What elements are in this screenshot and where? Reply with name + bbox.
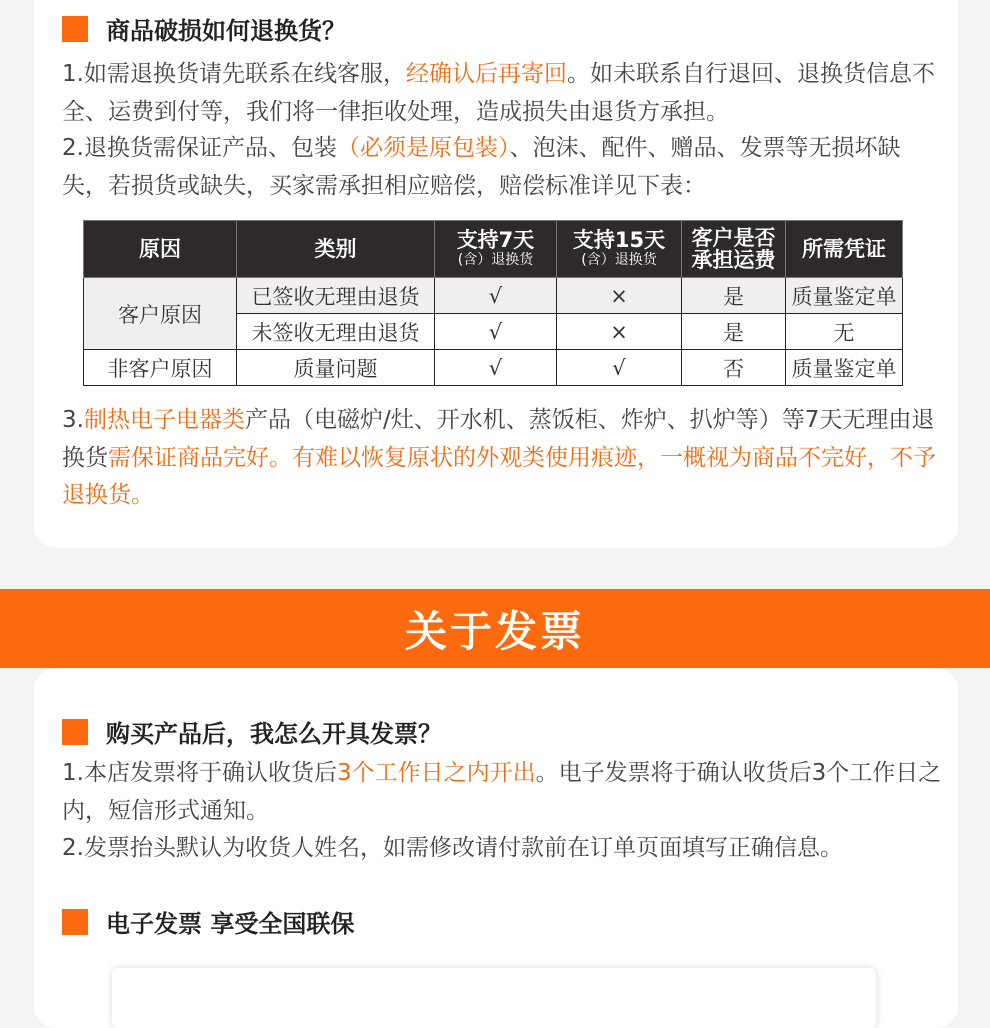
cell-15days: ×: [557, 278, 682, 314]
cell-shipping: 是: [682, 278, 786, 314]
cell-shipping: 否: [682, 350, 786, 386]
cell-category: 已签收无理由退货: [237, 278, 435, 314]
paragraph-text: 。如未联系自行退回、退换货信息不全、运费到付等，我们将一律拒收处理，造成损失由退货方承担。: [62, 61, 935, 125]
invoice-title-text: 购买产品后，我怎么开具发票？: [106, 720, 442, 748]
highlight-text: 经确认后再寄回: [405, 61, 567, 87]
header-7days-sub: (含）退换货: [457, 252, 534, 268]
cell-category: 质量问题: [237, 350, 435, 386]
compensation-table: [83, 220, 903, 386]
cell-shipping: 是: [682, 314, 786, 350]
paragraph-text: 1.如需退换货请先联系在线客服，: [62, 61, 406, 87]
header-shipping: [682, 221, 786, 278]
orange-square-icon: [62, 719, 88, 745]
highlight-text: 制热电子电器类: [83, 407, 245, 433]
header-shipping-line1: 客户是否: [691, 226, 776, 250]
header-15days-sub: (含）退换货: [581, 252, 657, 268]
returns-title-text: 商品破损如何退换货？: [106, 17, 346, 45]
header-7days-main: 支持7天: [456, 228, 535, 252]
e-invoice-image-frame: [112, 968, 876, 1028]
header-15days: [557, 221, 682, 278]
header-category: 类别: [237, 221, 435, 278]
returns-paragraph-2: [62, 130, 942, 205]
header-proof: 所需凭证: [786, 221, 903, 278]
invoice-banner: [0, 589, 990, 668]
header-15days-main: 支持15天: [572, 228, 666, 252]
paragraph-text: 产品（电磁炉/灶、开水机、蒸饭柜、炸炉、扒炉等）等7天无理由退换货: [62, 407, 935, 471]
header-7days: [435, 221, 557, 278]
highlight-text: （必须是原包装）: [336, 135, 510, 161]
cell-reason: 非客户原因: [84, 350, 237, 386]
cell-proof: 质量鉴定单: [786, 278, 903, 314]
returns-section-title: [62, 11, 346, 46]
cell-proof: 质量鉴定单: [786, 350, 903, 386]
paragraph-text: 1.本店发票将于确认收货后: [62, 760, 337, 786]
highlight-text: 3个工作日之内开出: [336, 760, 536, 786]
returns-paragraph-3: [62, 402, 942, 515]
header-reason: 原因: [84, 221, 237, 278]
returns-paragraph-1: [62, 56, 942, 131]
cell-proof: 无: [786, 314, 903, 350]
invoice-paragraph-2: [62, 830, 942, 868]
table-row: [84, 350, 903, 386]
paragraph-text: 3.: [62, 407, 84, 433]
table-row: [84, 278, 903, 314]
paragraph-text: 。电子发票将于确认收货后3个工作日之内，短信形式通知。: [62, 760, 942, 824]
highlight-text: 需保证商品完好。有难以恢复原状的外观类使用痕迹，一概视为商品不完好，不予退换货。: [62, 444, 936, 508]
cell-7days: √: [435, 314, 557, 350]
cell-15days: √: [557, 350, 682, 386]
invoice-paragraph-1: [62, 755, 942, 830]
cell-reason: 客户原因: [84, 278, 237, 350]
orange-square-icon: [62, 16, 88, 42]
cell-7days: √: [435, 350, 557, 386]
paragraph-text: 、泡沫、配件、赠品、发票等无损坏缺失，若损货或缺失，买家需承担相应赔偿，赔偿标准详见下表：: [62, 135, 901, 199]
orange-square-icon: [62, 909, 88, 935]
table-header-row: [84, 221, 903, 278]
cell-category: 未签收无理由退货: [237, 314, 435, 350]
cell-15days: ×: [557, 314, 682, 350]
e-invoice-section-title: [62, 904, 354, 939]
invoice-section-title: [62, 714, 442, 749]
cell-7days: √: [435, 278, 557, 314]
invoice-banner-title: 关于发票: [404, 606, 585, 656]
e-invoice-title-text: 电子发票 享受全国联保: [106, 910, 355, 938]
header-shipping-line2: 承担运费: [691, 248, 776, 272]
paragraph-text: 2.发票抬头默认为收货人姓名，如需修改请付款前在订单页面填写正确信息。: [62, 835, 843, 861]
paragraph-text: 2.退换货需保证产品、包装: [62, 135, 337, 161]
